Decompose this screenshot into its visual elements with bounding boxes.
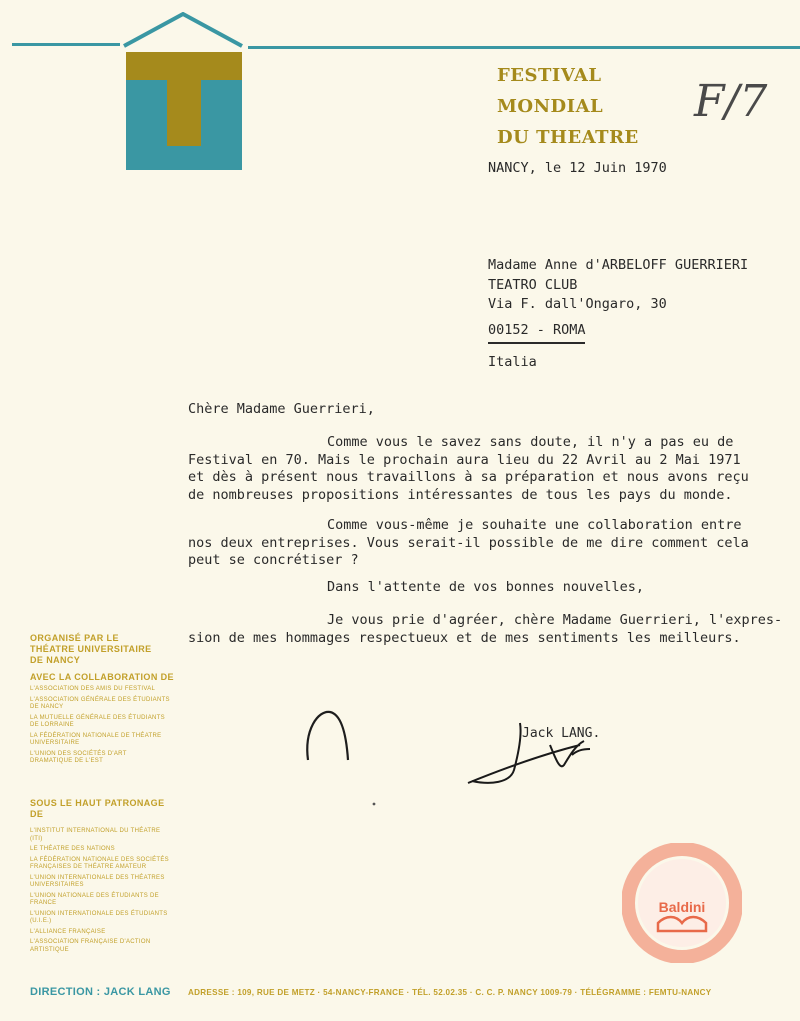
handwritten-ref-mark — [690, 70, 790, 140]
recipient-city: 00152 - ROMA — [488, 322, 586, 338]
text-line: nos deux entreprises. Vous serait-il possible de me dire comment cela — [188, 534, 749, 551]
paragraph-2 — [188, 517, 749, 570]
address-line: Madame Anne d'ARBELOFF GUERRIERI — [488, 257, 749, 273]
sidebar-item: L'ASSOCIATION DES AMIS DU FESTIVAL — [30, 686, 156, 692]
address-line: Via F. dall'Ongaro, 30 — [488, 296, 667, 312]
text-line: Comme vous le savez sans doute, il n'y a pas eu de — [327, 434, 734, 450]
sidebar-item: LA MUTUELLE GÉNÉRALE DES ÉTUDIANTS DE LORRAINE — [30, 714, 165, 728]
sidebar-collaboration — [30, 672, 174, 766]
sidebar-heading: DE — [30, 809, 44, 819]
title-line: MONDIAL — [497, 96, 604, 117]
library-stamp — [622, 843, 742, 963]
text-line: Comme vous-même je souhaite une collaboration entre — [327, 517, 742, 533]
sidebar-organiser — [30, 633, 152, 666]
festival-title — [497, 60, 639, 153]
sidebar-item: L'ALLIANCE FRANÇAISE — [30, 928, 106, 935]
handwritten-signature-mark — [300, 700, 380, 810]
text-line: sion de mes hommages respectueux et de mes sentiments les meilleurs. — [188, 629, 741, 646]
text-line: de nombreuses propositions intéressantes de tous les pays du monde. — [188, 486, 733, 503]
sidebar-item: L'INSTITUT INTERNATIONAL DU THÉATRE (ITI) — [30, 828, 161, 842]
signer-name: Jack LANG. — [522, 726, 601, 741]
city-underline — [488, 342, 585, 344]
stamp-text: Baldini — [658, 899, 706, 915]
text-line: Je vous prie d'agréer, chère Madame Guerrieri, l'expres- — [327, 612, 783, 628]
paragraph-3 — [188, 579, 644, 597]
sidebar-item: LE THÉATRE DES NATIONS — [30, 846, 115, 852]
paragraph-1 — [188, 434, 749, 504]
sidebar-item: L'UNION NATIONALE DES ÉTUDIANTS DE FRANCE — [30, 892, 159, 906]
header-rule-right — [248, 46, 800, 49]
text-line: peut se concrétiser ? — [188, 552, 359, 568]
direction-line: DIRECTION : JACK LANG — [30, 986, 171, 998]
title-line: FESTIVAL — [497, 65, 602, 86]
sidebar-heading: AVEC LA COLLABORATION DE — [30, 672, 174, 682]
salutation: Chère Madame Guerrieri, — [188, 401, 375, 417]
sidebar-heading: THÉATRE UNIVERSITAIRE — [30, 644, 152, 654]
address-line: TEATRO CLUB — [488, 276, 578, 293]
sidebar-item: L'UNION INTERNATIONALE DES THÉATRES UNIVERSITAIRES — [30, 874, 165, 888]
sidebar-item: L'UNION DES SOCIÉTÉS D'ART DRAMATIQUE DE L'EST — [30, 750, 127, 764]
header-rule-left — [12, 43, 120, 46]
sidebar-patronage — [30, 798, 170, 954]
footer-address: ADRESSE : 109, RUE DE METZ · 54-NANCY-FRANCE · TÉL. 52.02.35 · C. C. P. NANCY 1009-79 · TÉLÉGRAMME : FEMTU-NANCY — [188, 988, 712, 997]
sidebar-heading: DE NANCY — [30, 655, 81, 665]
recipient-country: Italia — [488, 354, 537, 370]
sidebar-heading: ORGANISÉ PAR LE — [30, 633, 119, 643]
date-line: NANCY, le 12 Juin 1970 — [488, 160, 667, 176]
paragraph-4 — [188, 612, 782, 647]
sidebar-item: LA FÉDÉRATION NATIONALE DE THÉATRE UNIVERSITAIRE — [30, 732, 162, 746]
sidebar-heading: SOUS LE HAUT PATRONAGE — [30, 798, 165, 808]
text-line: Festival en 70. Mais le prochain aura lieu du 22 Avril au 2 Mai 1971 — [188, 451, 741, 468]
signature — [460, 715, 610, 790]
text-line: Dans l'attente de vos bonnes nouvelles, — [327, 579, 644, 595]
sidebar-item: L'UNION INTERNATIONALE DES ÉTUDIANTS (U.I.E.) — [30, 910, 168, 924]
sidebar-item: LA FÉDÉRATION NATIONALE DES SOCIÉTÉS FRANÇAISES DE THÉATRE AMATEUR — [30, 856, 169, 870]
title-line: DU THEATRE — [497, 127, 639, 148]
svg-text:F/7: F/7 — [694, 76, 768, 127]
sidebar-item: L'ASSOCIATION FRANÇAISE D'ACTION ARTISTIQUE — [30, 939, 151, 953]
text-line: et dès à présent nous travaillons à sa préparation et nous avons reçu — [188, 469, 749, 485]
festival-logo — [118, 12, 248, 172]
sidebar-item: L'ASSOCIATION GÉNÉRALE DES ÉTUDIANTS DE NANCY — [30, 696, 170, 710]
recipient-address — [488, 256, 748, 315]
